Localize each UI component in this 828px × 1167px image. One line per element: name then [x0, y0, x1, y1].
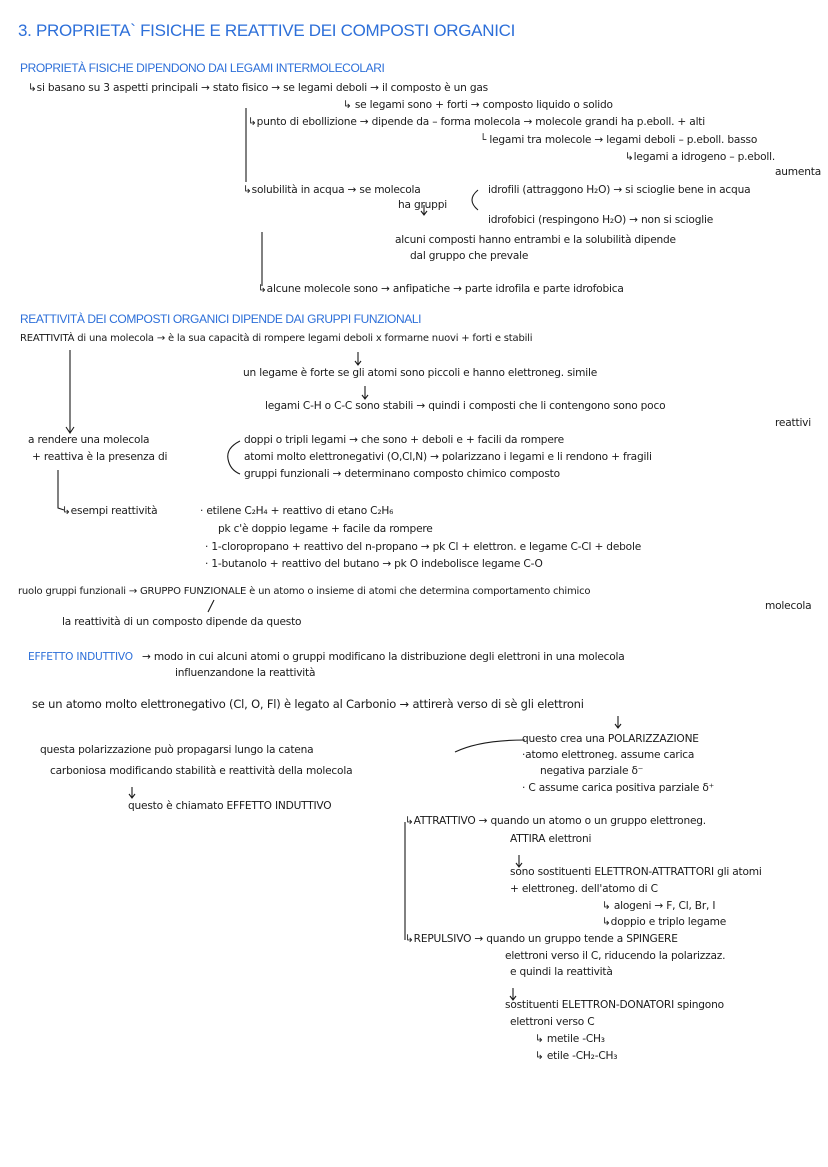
note-line: ruolo gruppi funzionali → GRUPPO FUNZIONALE è un atomo o insieme di atomi che determina comportamento chimico	[18, 586, 591, 597]
note-line: ↳ alogeni → F, Cl, Br, I	[602, 900, 716, 912]
note-line: + reattiva è la presenza di	[32, 451, 168, 463]
note-line: se un atomo molto elettronegativo (Cl, O, Fl) è legato al Carbonio → attirerà verso di sè gli elettroni	[32, 697, 584, 711]
note-line: ↳alcune molecole sono → anfipatiche → parte idrofila e parte idrofobica	[258, 283, 624, 295]
note-line: ↳si basano su 3 aspetti principali → stato fisico → se legami deboli → il composto è un gas	[28, 82, 488, 94]
note-line: a rendere una molecola	[28, 434, 150, 446]
note-line: pk c'è doppio legame + facile da rompere	[218, 523, 433, 535]
note-line: + elettroneg. dell'atomo di C	[510, 883, 658, 895]
note-line: aumenta	[775, 166, 822, 178]
note-line: un legame è forte se gli atomi sono piccoli e hanno elettroneg. simile	[243, 367, 598, 379]
note-line: la reattività di un composto dipende da questo	[62, 616, 302, 628]
note-line: elettroni verso il C, riducendo la polarizzaz.	[505, 950, 726, 962]
note-line: questo crea una POLARIZZAZIONE	[522, 733, 699, 745]
note-line: REATTIVITÀ di una molecola → è la sua capacità di rompere legami deboli x formarne nuovi + forti e stabili	[20, 333, 533, 344]
note-line: idrofobici (respingono H₂O) → non si scioglie	[488, 214, 714, 226]
note-line: atomi molto elettronegativi (O,Cl,N) → polarizzano i legami e li rendono + fragili	[244, 451, 652, 463]
note-line: dal gruppo che prevale	[410, 250, 529, 262]
note-line: influenzandone la reattività	[175, 667, 316, 679]
note-line: sostituenti ELETTRON-DONATORI spingono	[505, 999, 724, 1011]
note-line: questa polarizzazione può propagarsi lungo la catena	[40, 744, 314, 756]
note-line: ·atomo elettroneg. assume carica	[522, 749, 695, 761]
note-line: ↳esempi reattività	[62, 505, 158, 517]
note-line: ↳punto di ebollizione → dipende da – forma molecola → molecole grandi ha p.eboll. + alti	[248, 116, 706, 128]
note-line: legami C-H o C-C sono stabili → quindi i composti che li contengono sono poco	[265, 400, 666, 412]
note-line: ha gruppi	[398, 199, 447, 211]
note-line: molecola	[765, 600, 812, 612]
note-line: questo è chiamato EFFETTO INDUTTIVO	[128, 800, 332, 812]
note-line: → modo in cui alcuni atomi o gruppi modificano la distribuzione degli elettroni in una molecola	[142, 651, 625, 663]
note-line: negativa parziale δ⁻	[540, 765, 644, 777]
note-line: ↳ metile -CH₃	[535, 1033, 605, 1045]
page-title: 3. PROPRIETA` FISICHE E REATTIVE DEI COMPOSTI ORGANICI	[18, 21, 516, 40]
note-line: sono sostituenti ELETTRON-ATTRATTORI gli atomi	[510, 866, 762, 878]
note-line: gruppi funzionali → determinano composto chimico composto	[244, 468, 560, 480]
note-line: ↳ATTRATTIVO → quando un atomo o un gruppo elettroneg.	[405, 815, 706, 827]
note-line: e quindi la reattività	[510, 966, 613, 978]
note-line: ↳solubilità in acqua → se molecola	[243, 184, 421, 196]
note-line: ↳ se legami sono + forti → composto liquido o solido	[343, 99, 613, 111]
note-line: ↳legami a idrogeno – p.eboll.	[625, 151, 776, 163]
note-line: · etilene C₂H₄ + reattivo di etano C₂H₆	[200, 505, 394, 517]
note-line: ↳doppio e triplo legame	[602, 916, 727, 928]
section-heading-inductive-effect: EFFETTO INDUTTIVO	[28, 651, 133, 663]
section-heading-physical-properties: PROPRIETÀ FISICHE DIPENDONO DAI LEGAMI INTERMOLECOLARI	[20, 61, 385, 75]
note-line: · 1-cloropropano + reattivo del n-propano → pk Cl + elettron. e legame C-Cl + debole	[205, 541, 642, 553]
note-line: ↳ etile -CH₂-CH₃	[535, 1050, 618, 1062]
note-line: alcuni composti hanno entrambi e la solubilità dipende	[395, 234, 676, 246]
note-line: doppi o tripli legami → che sono + deboli e + facili da rompere	[244, 434, 564, 446]
note-line: · C assume carica positiva parziale δ⁺	[522, 782, 715, 794]
note-line: reattivi	[775, 417, 811, 429]
note-line: ATTIRA elettroni	[510, 833, 592, 845]
note-line: ↳REPULSIVO → quando un gruppo tende a SPINGERE	[405, 933, 678, 945]
note-line: · 1-butanolo + reattivo del butano → pk O indebolisce legame C-O	[205, 558, 543, 570]
note-line: carboniosa modificando stabilità e reattività della molecola	[50, 765, 353, 777]
note-line: idrofili (attraggono H₂O) → si scioglie bene in acqua	[488, 184, 751, 196]
note-line: elettroni verso C	[510, 1016, 595, 1028]
note-line: └ legami tra molecole → legami deboli – p.eboll. basso	[480, 134, 758, 146]
section-heading-reactivity: REATTIVITÀ DEI COMPOSTI ORGANICI DIPENDE DAI GRUPPI FUNZIONALI	[20, 312, 422, 326]
